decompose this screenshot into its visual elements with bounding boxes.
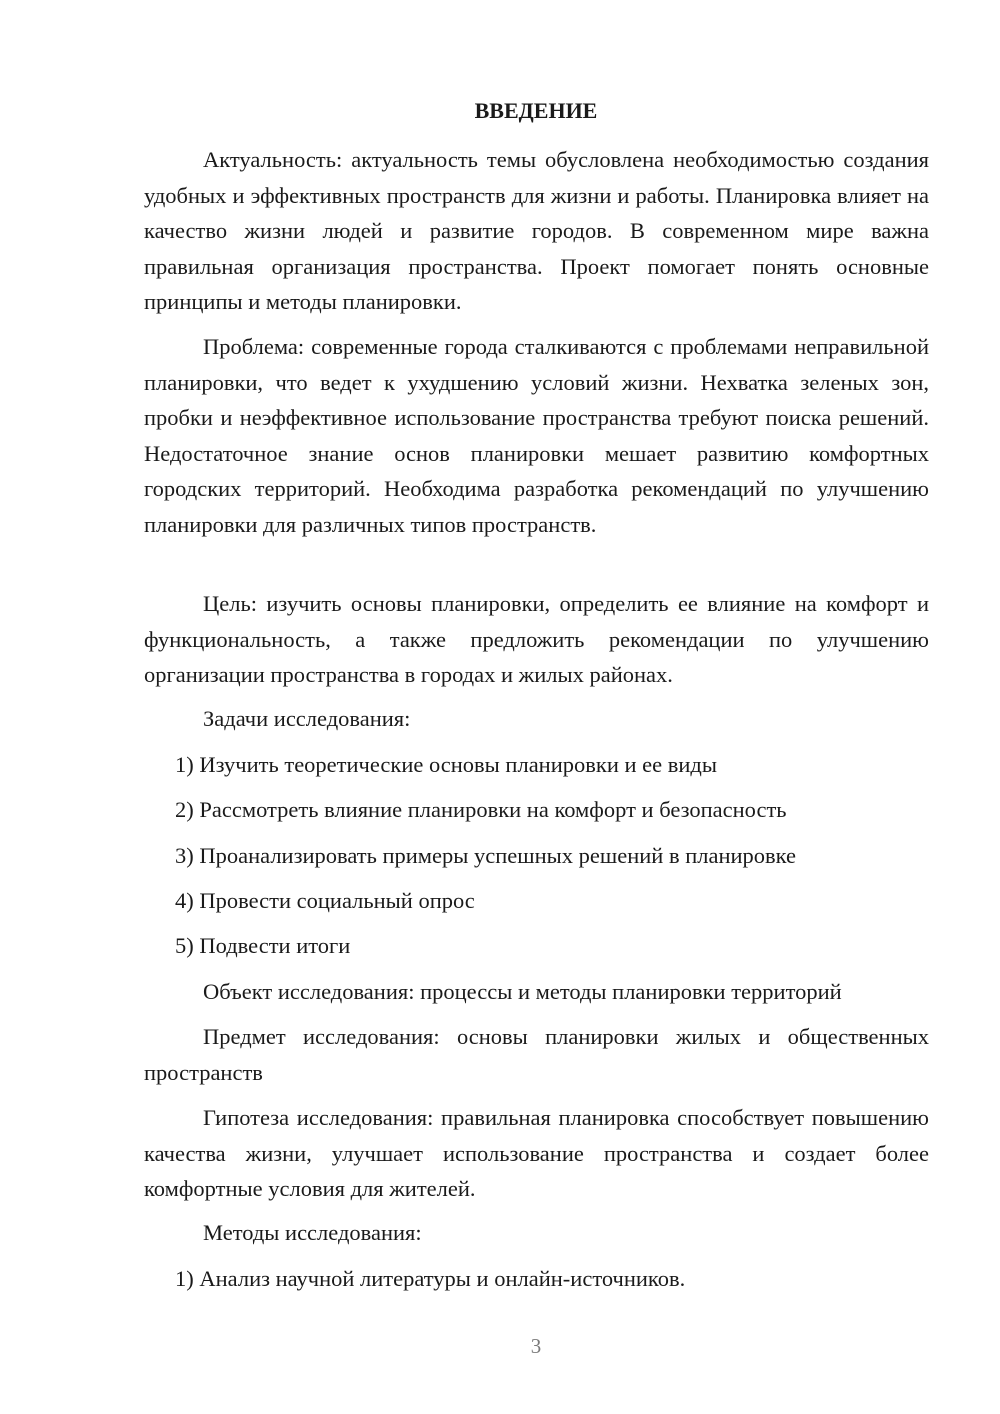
task-item-2-block [144,792,929,828]
problem-paragraph: Проблема: современные города сталкиваются с проблемами неправильной планировки, что ведет к ухудшению условий жизни. Нехватка зеленых зон, пробки и неэффективное использование пространства требуют поиска решений. Недостаточное знание основ планировки мешает развитию комфортных городских территорий. Необходима разработка рекомендаций по улучшению планировки для различных типов пространств. [144,334,929,537]
list-item: 5) Подвести итоги [175,933,351,958]
list-item: 2) Рассмотреть влияние планировки на комфорт и безопасность [175,797,787,822]
hypothesis-block [144,1100,929,1207]
task-item-3-block [144,838,929,874]
task-item-1-block [144,747,929,783]
tasks-title: Задачи исследования: [203,706,411,731]
relevance-block [144,142,929,320]
list-item: 4) Провести социальный опрос [175,888,475,913]
list-item: 1) Изучить теоретические основы планировки и ее виды [175,752,717,777]
list-item: 1) Анализ научной литературы и онлайн-источников. [175,1266,686,1291]
page-number: 3 [530,1334,542,1358]
goal-block [144,586,929,693]
task-item-5-block [144,928,929,964]
problem-block [144,329,929,542]
goal-paragraph: Цель: изучить основы планировки, определить ее влияние на комфорт и функциональность, а также предложить рекомендации по улучшению организации пространства в городах и жилых районах. [144,591,929,687]
research-subject: Предмет исследования: основы планировки жилых и общественных пространств [144,1024,929,1085]
object-block [144,974,929,1010]
relevance-paragraph: Актуальность: актуальность темы обусловлена необходимостью создания удобных и эффективных пространств для жизни и работы. Планировка влияет на качество жизни людей и развитие городов. В современном мире важна правильная организация пространства. Проект помогает понять основные принципы и методы планировки. [144,147,929,314]
research-hypothesis: Гипотеза исследования: правильная планировка способствует повышению качества жизни, улучшает использование пространства и создает более комфортные условия для жителей. [144,1105,929,1201]
research-object: Объект исследования: процессы и методы планировки территорий [203,979,842,1004]
list-item: 3) Проанализировать примеры успешных решений в планировке [175,843,797,868]
methods-title-block [144,1215,929,1251]
method-item-1-block [144,1261,929,1297]
methods-title: Методы исследования: [203,1220,422,1245]
task-item-4-block [144,883,929,919]
tasks-title-block [144,701,929,737]
subject-block [144,1019,929,1090]
section-heading: ВВЕДЕНИЕ [474,98,598,123]
